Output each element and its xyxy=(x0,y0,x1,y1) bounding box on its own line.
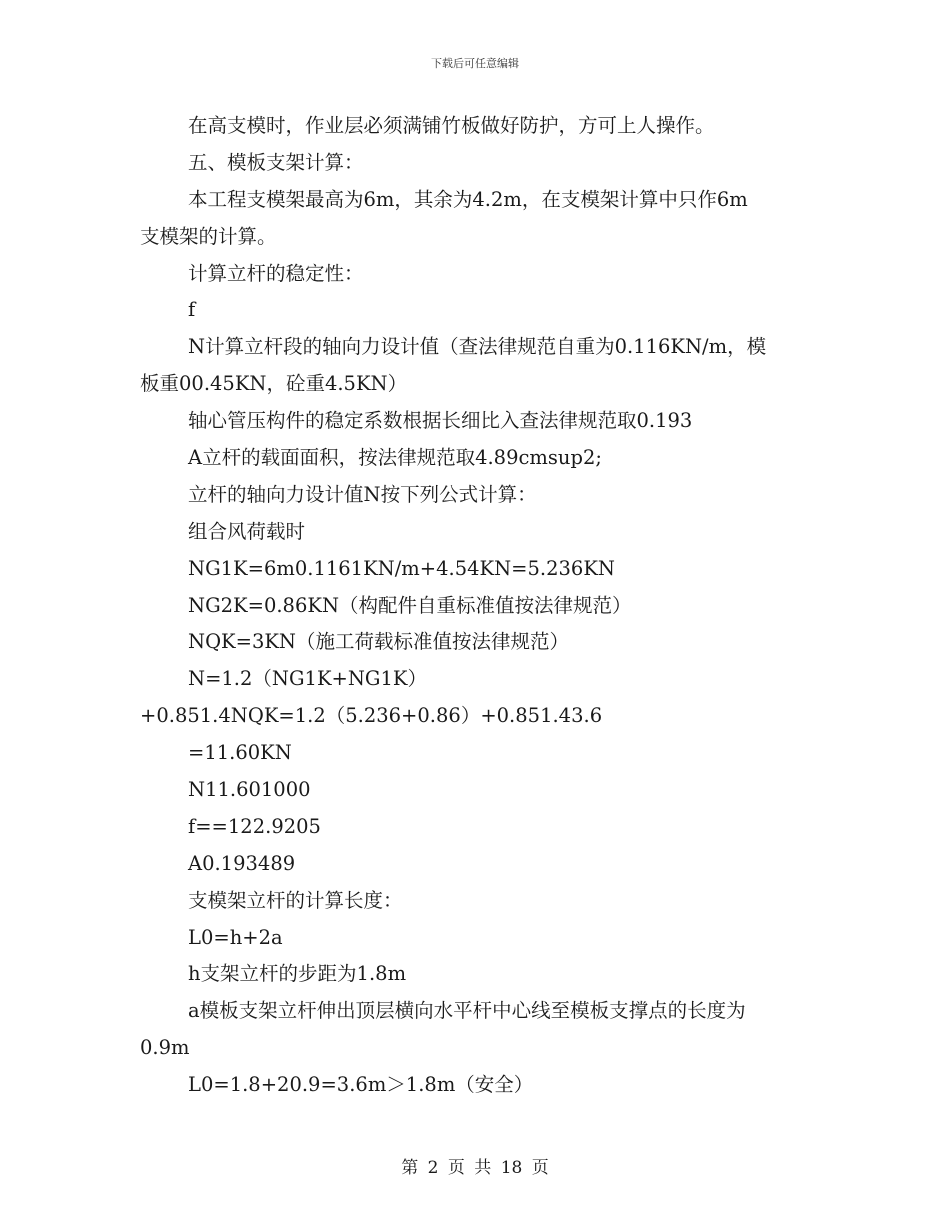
text-line: 组合风荷载时 xyxy=(188,519,306,543)
text-line: 立杆的轴向力设计值N按下列公式计算： xyxy=(188,482,537,506)
text-line: 支模架立杆的计算长度： xyxy=(188,888,403,912)
formula-line: L0=1.8+20.9=3.6m＞1.8m（安全） xyxy=(188,1073,534,1097)
text-line: A立杆的载面面积，按法律规范取4.89cmsup2; xyxy=(188,446,602,470)
text-line: N计算立杆段的轴向力设计值（查法律规范自重为0.116KN/m，模 xyxy=(188,335,767,359)
formula-line: NG1K=6m0.1161KN/m+4.54KN=5.236KN xyxy=(188,556,615,580)
text-line: h支架立杆的步距为1.8m xyxy=(188,962,407,986)
text-line: 在高支模时，作业层必须满铺竹板做好防护，方可上人操作。 xyxy=(188,114,715,137)
formula-line: f xyxy=(188,298,196,322)
page-footer: 第 2 页 共 18 页 xyxy=(401,1158,549,1178)
formula-line: NG2K=0.86KN（构配件自重标准值按法律规范） xyxy=(188,593,632,617)
formula-line: NQK=3KN（施工荷载标准值按法律规范） xyxy=(188,630,569,654)
document-body xyxy=(140,108,820,1104)
formula-line: N11.601000 xyxy=(188,778,311,802)
formula-line: L0=h+2a xyxy=(188,925,283,949)
text-line: 0.9m xyxy=(140,1036,190,1060)
formula-line: +0.851.4NQK=1.2（5.236+0.86）+0.851.43.6 xyxy=(140,704,603,728)
text-line: 计算立杆的稳定性： xyxy=(188,261,364,285)
formula-line: f==122.9205 xyxy=(188,814,321,838)
formula-line: =11.60KN xyxy=(188,741,292,765)
formula-line: N=1.2（NG1K+NG1K） xyxy=(188,667,427,691)
section-heading: 五、模板支架计算： xyxy=(188,150,364,174)
text-line: 本工程支模架最高为6m，其余为4.2m，在支模架计算中只作6m xyxy=(188,187,748,211)
text-line: 轴心管压构件的稳定系数根据长细比入查法律规范取0.193 xyxy=(188,409,693,433)
text-line: 支模架的计算。 xyxy=(140,224,277,248)
formula-line: A0.193489 xyxy=(188,851,296,875)
text-line: a模板支架立杆伸出顶层横向水平杆中心线至模板支撑点的长度为 xyxy=(188,999,746,1023)
text-line: 板重00.45KN，砼重4.5KN） xyxy=(140,372,408,396)
page-header: 下载后可任意编辑 xyxy=(431,57,519,70)
